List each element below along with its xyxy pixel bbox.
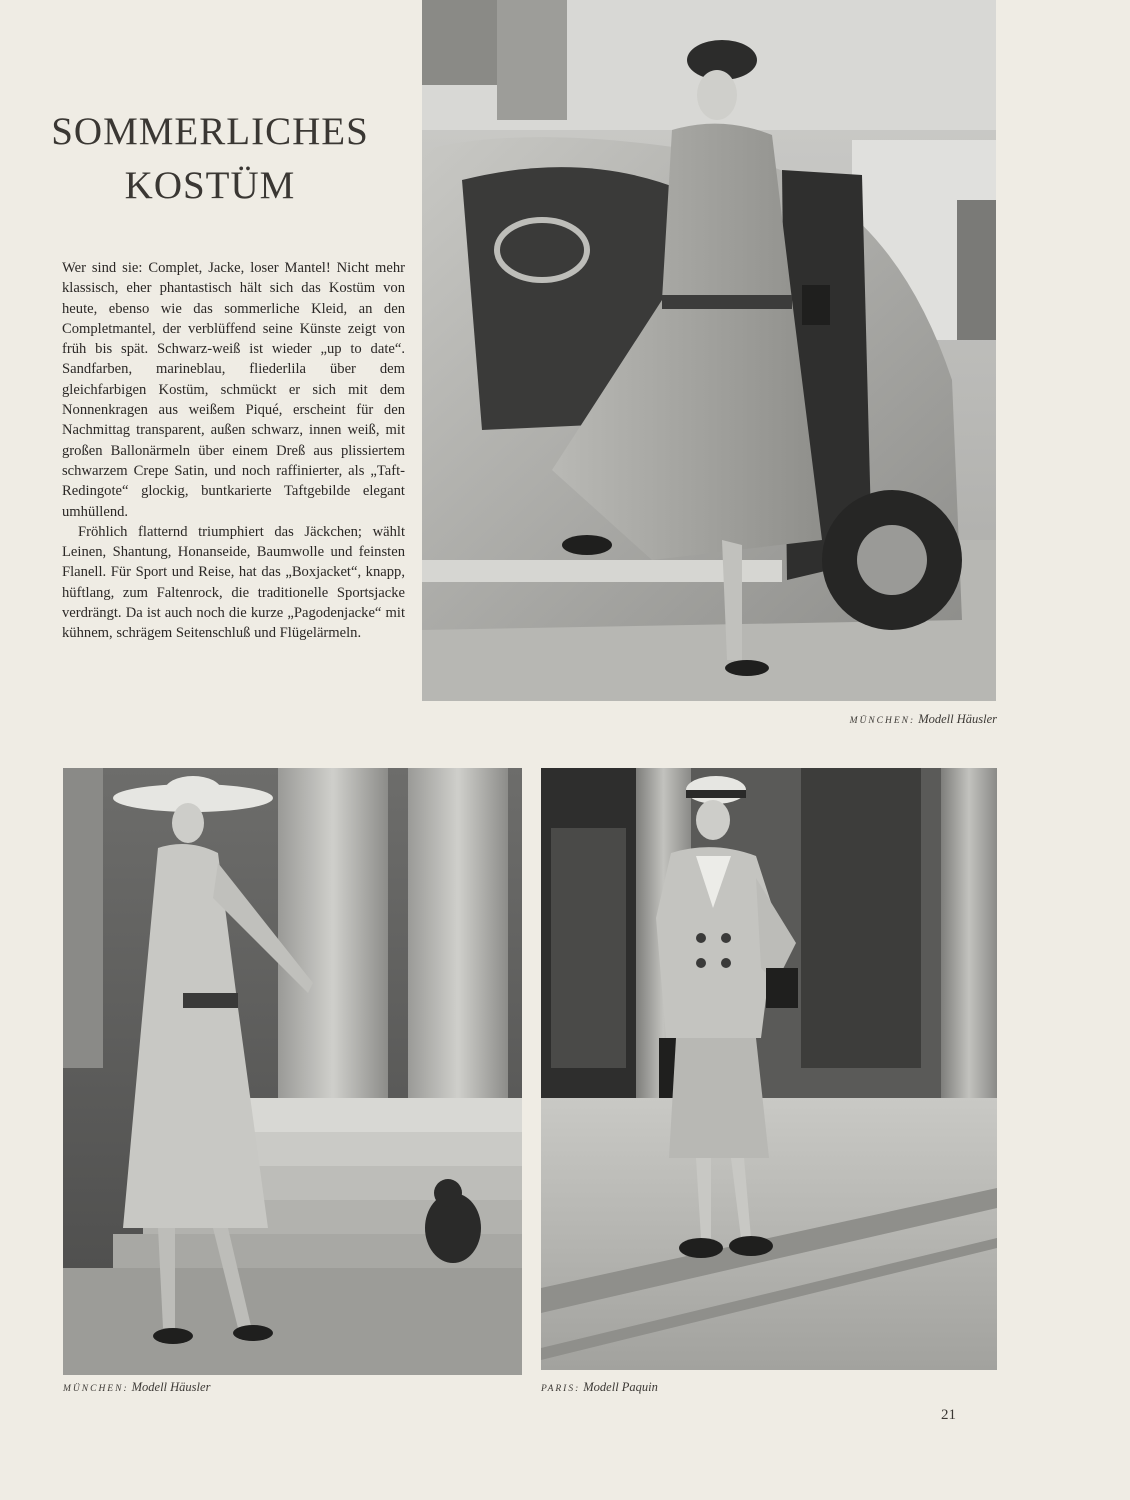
photo-woman-jacket <box>541 768 997 1370</box>
caption-bottom-left-photo <box>63 1380 210 1395</box>
page-number: 21 <box>941 1407 956 1423</box>
article-paragraph-2: Fröhlich flatternd triumphiert das Jäckchen; wählt Leinen, Shantung, Honanseide, Baumwolle und feinsten Flanell. Für Sport und Reise, hat das „Boxjacket“, knapp, hüftlang, zum Faltenrock, die traditionelle Sportsjacke verdrängt. Da ist auch noch die kurze „Pagodenjacke“ mit kühnem, schrägem Seitenschluß und Flügelärmeln. <box>62 523 405 642</box>
caption-bottom-right-model: Modell Paquin <box>583 1380 658 1394</box>
caption-bottom-left-city: MÜNCHEN: <box>63 1384 129 1394</box>
photo-woman-car-image <box>422 0 996 701</box>
photo-woman-steps-dog <box>63 768 522 1375</box>
caption-top-photo <box>850 712 997 727</box>
title-line-2: KOSTÜM <box>124 164 296 207</box>
caption-bottom-right-photo <box>541 1380 658 1395</box>
caption-bottom-left-model: Modell Häusler <box>131 1380 211 1394</box>
article-body <box>62 258 405 644</box>
caption-bottom-right-city: PARIS: <box>541 1384 581 1394</box>
title-line-1: SOMMERLICHES <box>51 110 369 153</box>
photo-woman-steps-dog-image <box>63 768 522 1375</box>
caption-top-model: Modell Häusler <box>918 712 997 726</box>
article-title <box>50 105 370 213</box>
photo-woman-jacket-image <box>541 768 997 1370</box>
photo-woman-car <box>422 0 996 701</box>
caption-top-city: MÜNCHEN: <box>849 716 916 726</box>
article-paragraph-1: Wer sind sie: Complet, Jacke, loser Mantel! Nicht mehr klassisch, eher phantastisch hält sich das Kostüm von heute, ebenso wie das sommerliche Kleid, an den Completmantel, der verblüffend seine Künste zeigt von früh bis spät. Schwarz-weiß ist wieder „up to date“. Sandfarben, marineblau, fliederlila über dem gleichfarbigen Kostüm, schmückt er sich mit dem Nonnenkragen aus weißem Piqué, erscheint für den Nachmittag transparent, außen schwarz, innen weiß, mit großen Ballonärmeln über einem Dreß aus plissiertem schwarzem Crepe Satin, und noch raffinierter, als „Taft-Redingote“ glockig, buntkarierte Taftgebilde elegant umhüllend. <box>62 260 405 520</box>
